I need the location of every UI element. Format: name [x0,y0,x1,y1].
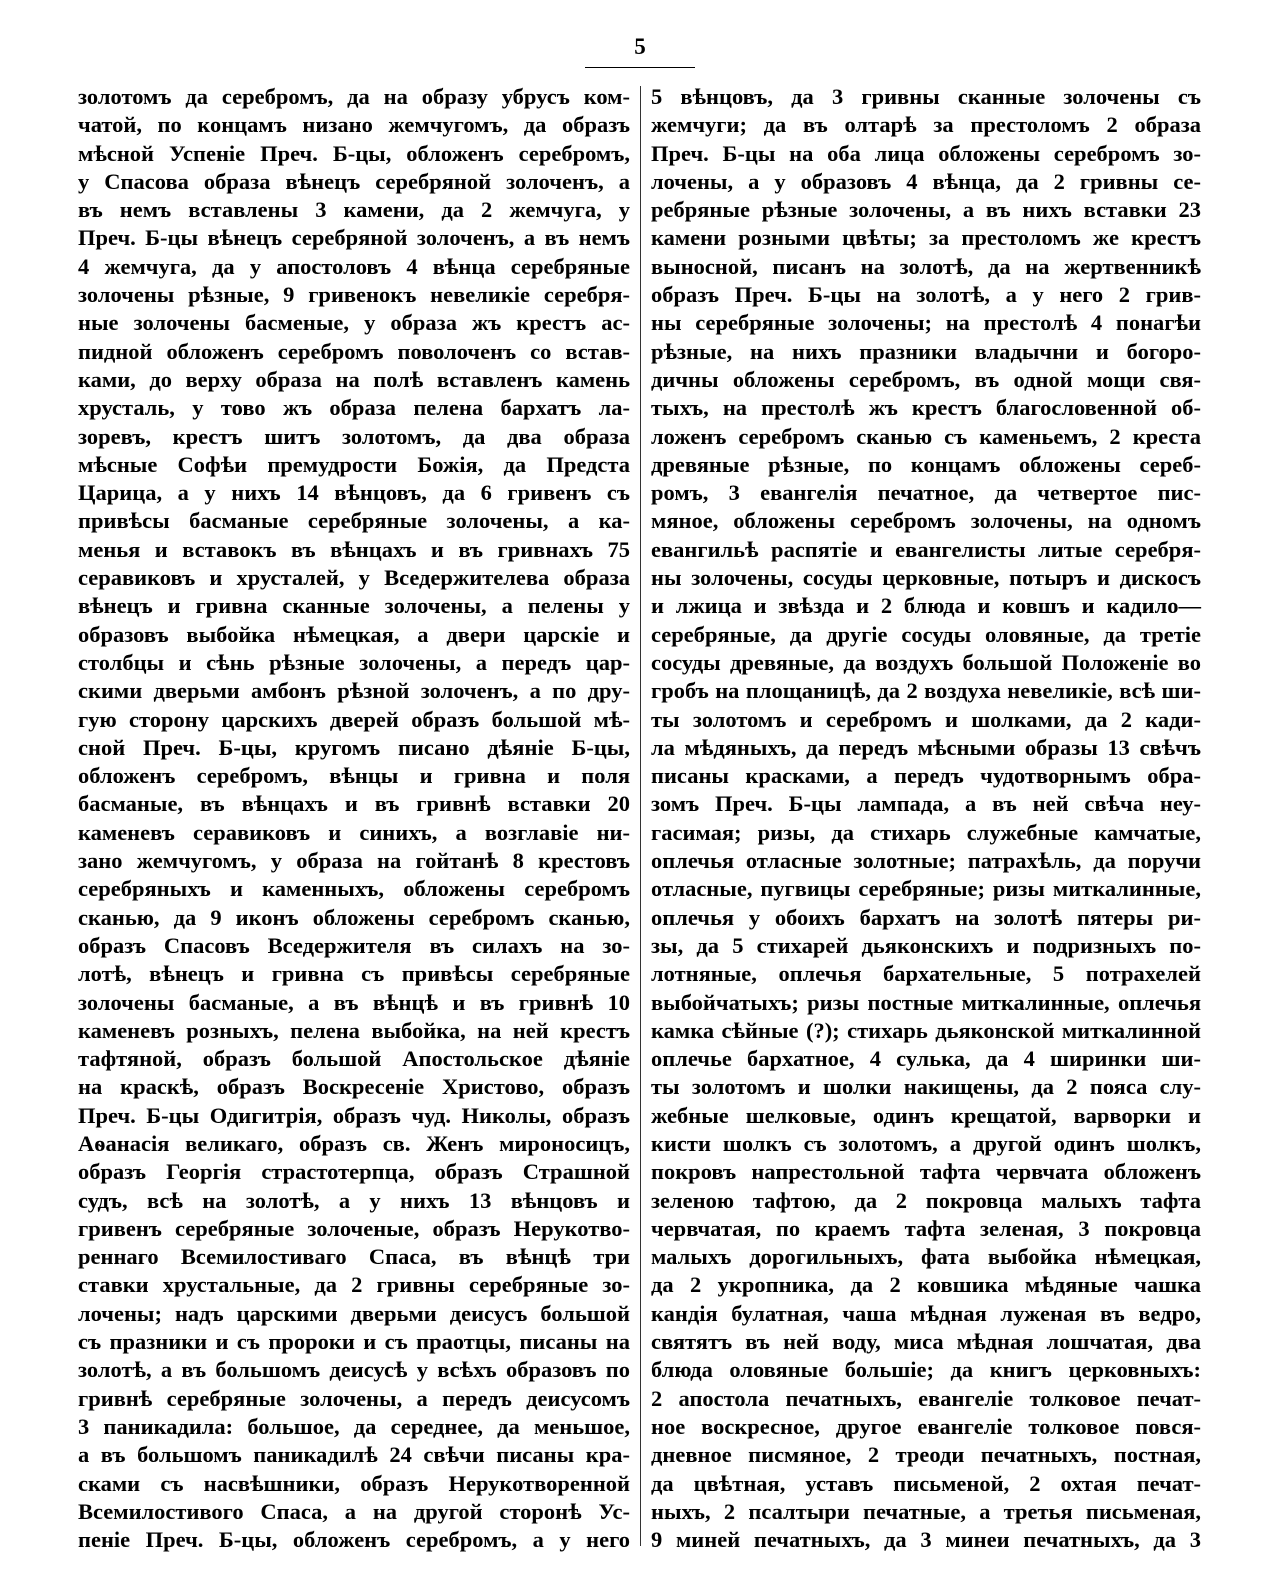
text-line: золотомъ да серебромъ, да на образу убрусъ ком- [78,84,630,109]
text-line: мѣсные Софѣи премудрости Божія, да Предста [78,451,630,477]
left-text-column [78,83,630,1554]
text-line: Преч. Б-цы вѣнецъ серебряной золоченъ, а въ немъ [78,225,630,251]
text-line: гривенъ серебряные золоченые, образъ Нерукотво- [78,1215,630,1241]
text-line: серебряныхъ и каменныхъ, обложены серебромъ [78,876,630,902]
text-line: камка сѣйные (?); стихарь дьяконской миткалинной [651,1017,1201,1043]
text-line: золочены рѣзные, 9 гривенокъ невеликіе серебря- [78,282,630,308]
text-line: ное воскресное, другое евангеліе толковое повся- [651,1413,1201,1439]
text-line: въ немъ вставлены 3 камени, да 2 жемчуга, у [78,197,630,223]
text-line: серебряные, да другіе сосуды оловяные, да третіе [651,621,1201,647]
text-line: блюда оловяные большіе; да книгъ церковныхъ: [651,1357,1201,1383]
text-line: гробъ на площаницѣ, да 2 воздуха невеликіе, всѣ ши- [651,678,1201,704]
text-line: покровъ напрестольной тафта червчата обложенъ [651,1159,1201,1185]
text-line: каменевъ серавиковъ и синихъ, а возглавіе ни- [78,819,630,845]
text-line: сосуды древяные, да воздухъ большой Положеніе во [651,649,1201,675]
text-line: чатой, по концамъ низано жемчугомъ, да образъ [78,112,630,138]
text-line: рѣзные, на нихъ празники владычни и богоро- [651,338,1201,364]
text-line: ставки хрустальные, да 2 гривны серебряные зо- [78,1272,630,1298]
text-line: кандія булатная, чаша мѣдная луженая въ ведро, [651,1300,1201,1326]
text-line: пеніе Преч. Б-цы, обложенъ серебромъ, а у него [78,1527,630,1553]
text-line: ромъ, 3 евангелія печатное, да четвертое пис- [651,480,1201,506]
text-line: на краскѣ, образъ Воскресеніе Христово, образъ [78,1074,630,1100]
text-line: ребряные рѣзные золочены, а въ нихъ вставки 23 [651,197,1201,223]
text-line: золотѣ, а въ большомъ деисусѣ у всѣхъ образовъ по [78,1357,630,1383]
text-line: да 2 укропника, да 2 ковшика мѣдяные чашка [651,1272,1201,1298]
header-rule [585,67,695,68]
text-line: древяные рѣзные, по концамъ обложены сереб- [651,451,1201,477]
text-line: гасимая; ризы, да стихарь служебные камчатые, [651,819,1201,845]
text-line: ты золотомъ и серебромъ и шолками, да 2 кади- [651,706,1201,732]
text-line: мѣсной Успеніе Преч. Б-цы, обложенъ серебромъ, [78,140,630,166]
text-line: вѣнецъ и гривна сканные золочены, а пелены у [78,593,630,619]
text-line: выносной, писанъ на золотѣ, да на жертвенникѣ [651,253,1201,279]
text-line: святятъ въ ней воду, миса мѣдная лошчатая, два [651,1329,1201,1355]
text-line: Преч. Б-цы Одигитрія, образъ чуд. Николы, образъ [78,1102,630,1128]
text-line: ла мѣдяныхъ, да передъ мѣсными образы 13 свѣчъ [651,734,1201,760]
text-line: да цвѣтная, уставъ письменой, 2 охтая печат- [651,1470,1201,1496]
text-line: лотѣ, вѣнецъ и гривна съ привѣсы серебряные [78,961,630,987]
text-line: малыхъ дорогильныхъ, фата выбойка нѣмецкая, [651,1244,1201,1270]
text-line: зоревъ, крестъ шитъ золотомъ, да два образа [78,423,630,449]
page-number: 5 [634,34,646,59]
text-line: тафтяной, образъ большой Апостольское дѣяніе [78,1046,630,1072]
text-line: ны серебряные золочены; на престолѣ 4 понагѣи [651,310,1201,336]
text-line: евангильѣ распятіе и евангелисты литые серебря- [651,536,1201,562]
column-divider [640,86,641,1546]
text-line: образъ Георгія страстотерпца, образъ Страшной [78,1159,630,1185]
text-line: камени розными цвѣты; за престоломъ же крестъ [651,225,1201,251]
text-line: менья и вставокъ въ вѣнцахъ и въ гривнахъ 75 [78,536,630,562]
text-line: 9 миней печатныхъ, да 3 минеи печатныхъ, да 3 [651,1527,1201,1553]
text-line: тыхъ, на престолѣ жъ крестъ благословенной об- [651,395,1201,421]
text-line: отласные, пугвицы серебряные; ризы миткалинные, [651,876,1201,902]
text-line: зано жемчугомъ, у образа на гойтанѣ 8 крестовъ [78,848,630,874]
text-line: и лжица и звѣзда и 2 блюда и ковшъ и кадило— [651,593,1201,619]
text-line: Аѳанасія великаго, образъ св. Женъ мироносицъ, [78,1130,630,1156]
text-line: лочены; надъ царскими дверьми деисусъ большой [78,1300,630,1326]
text-line: жемчуги; да въ олтарѣ за престоломъ 2 образа [651,112,1201,138]
text-line: 2 апостола печатныхъ, евангеліе толковое печат- [651,1385,1201,1411]
text-line: реннаго Всемилостиваго Спаса, въ вѣнцѣ три [78,1244,630,1270]
text-line: образъ Преч. Б-цы на золотѣ, а у него 2 грив- [651,282,1201,308]
text-line: кисти шолкъ съ золотомъ, а другой одинъ шолкъ, [651,1130,1201,1156]
text-line: ны золочены, сосуды церковные, потыръ и дискосъ [651,565,1201,591]
text-line: сканью, да 9 иконъ обложены серебромъ сканью, [78,904,630,930]
text-line: зеленою тафтою, да 2 покровца малыхъ тафта [651,1187,1201,1213]
text-line: судъ, всѣ на золотѣ, а у нихъ 13 вѣнцовъ и [78,1187,630,1213]
text-line: Преч. Б-цы на оба лица обложены серебромъ зо- [651,140,1201,166]
text-line: обложенъ серебромъ, вѣнцы и гривна и поля [78,763,630,789]
text-line: образовъ выбойка нѣмецкая, а двери царскіе и [78,621,630,647]
text-line: ные золочены басменые, у образа жъ крестъ ас- [78,310,630,336]
text-line: оплечье бархатное, 4 сулька, да 4 ширинки ши- [651,1046,1201,1072]
text-line: зомъ Преч. Б-цы лампада, а въ ней свѣча неу- [651,791,1201,817]
text-line: Царица, а у нихъ 14 вѣнцовъ, да 6 гривенъ съ [78,480,630,506]
text-line: мяное, обложены серебромъ золочены, на одномъ [651,508,1201,534]
text-line: сками съ насвѣшники, образъ Нерукотворенной [78,1470,630,1496]
text-line: дневное писмяное, 2 треоди печатныхъ, постная, [651,1442,1201,1468]
text-line: образъ Спасовъ Вседержителя въ силахъ на зо- [78,932,630,958]
text-line: привѣсы басманые серебряные золочены, а ка- [78,508,630,534]
text-line: ками, до верху образа на полѣ вставленъ камень [78,366,630,392]
text-line: 3 паникадила: большое, да середнее, да меньшое, [78,1413,630,1439]
text-line: зы, да 5 стихарей дьяконскихъ и подризныхъ по- [651,932,1201,958]
text-line: лотняные, оплечья бархательные, 5 потрахелей [651,961,1201,987]
text-line: съ празники и съ пророки и съ праотцы, писаны на [78,1329,630,1355]
text-line: хрусталь, у тово жъ образа пелена бархатъ ла- [78,395,630,421]
text-line: гривнѣ серебряные золочены, а передъ деисусомъ [78,1385,630,1411]
right-text-column [651,83,1201,1554]
text-line: Всемилостивого Спаса, а на другой сторонѣ Ус- [78,1498,630,1524]
text-line: 5 вѣнцовъ, да 3 гривны сканные золочены съ [651,84,1201,109]
text-line: оплечья отласные золотные; патрахѣль, да поручи [651,848,1201,874]
text-line: каменевъ розныхъ, пелена выбойка, на ней крестъ [78,1017,630,1043]
text-line: пидной обложенъ серебромъ поволоченъ со встав- [78,338,630,364]
text-line: червчатая, по краемъ тафта зеленая, 3 покровца [651,1215,1201,1241]
text-line: столбцы и сѣнь рѣзные золочены, а передъ цар- [78,649,630,675]
text-line: 4 жемчуга, да у апостоловъ 4 вѣнца серебряные [78,253,630,279]
text-line: сной Преч. Б-цы, кругомъ писано дѣяніе Б-цы, [78,734,630,760]
text-line: басманые, въ вѣнцахъ и въ гривнѣ вставки 20 [78,791,630,817]
text-line: лочены, а у образовъ 4 вѣнца, да 2 гривны се- [651,168,1201,194]
text-line: а въ большомъ паникадилѣ 24 свѣчи писаны кра- [78,1442,630,1468]
text-line: серавиковъ и хрусталей, у Вседержителева образа [78,565,630,591]
text-line: оплечья у обоихъ бархатъ на золотѣ пятеры ри- [651,904,1201,930]
text-line: золочены басманые, а въ вѣнцѣ и въ гривнѣ 10 [78,989,630,1015]
text-line: жебные шелковые, одинъ крещатой, варворки и [651,1102,1201,1128]
text-line: выбойчатыхъ; ризы постные миткалинные, оплечья [651,989,1201,1015]
text-line: ныхъ, 2 псалтыри печатные, а третья письменая, [651,1498,1201,1524]
text-line: ложенъ серебромъ сканью съ каменьемъ, 2 креста [651,423,1201,449]
text-line: дичны обложены серебромъ, въ одной мощи свя- [651,366,1201,392]
text-line: скими дверьми амбонъ рѣзной золоченъ, а по дру- [78,678,630,704]
text-line: гую сторону царскихъ дверей образъ большой мѣ- [78,706,630,732]
text-line: ты золотомъ и шолки накищены, да 2 пояса слу- [651,1074,1201,1100]
text-line: писаны красками, а передъ чудотворнымъ обра- [651,763,1201,789]
text-line: у Спасова образа вѣнецъ серебряной золоченъ, а [78,168,630,194]
